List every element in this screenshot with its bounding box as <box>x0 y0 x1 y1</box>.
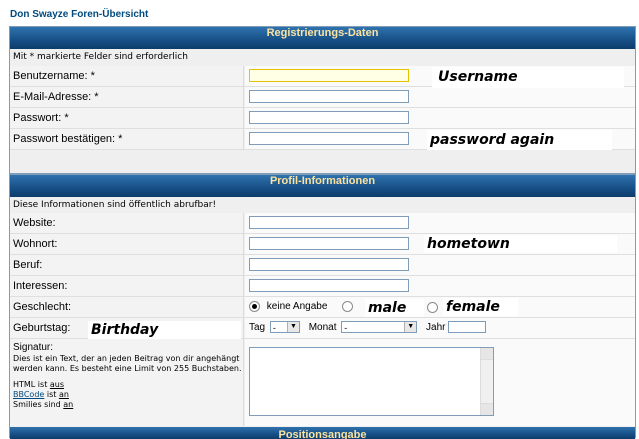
signature-label: Signatur: <box>13 342 54 353</box>
username-input[interactable] <box>249 69 409 82</box>
signature-label-cell <box>10 339 244 426</box>
interests-label: Interessen: <box>10 276 244 296</box>
email-label: E-Mail-Adresse: * <box>10 87 244 107</box>
scroll-up-arrow-icon[interactable] <box>481 348 493 360</box>
username-label: Benutzername: * <box>10 66 244 86</box>
html-status: HTML ist aus <box>13 380 65 389</box>
gender-none-label: keine Angabe <box>266 301 328 312</box>
password-label: Passwort: * <box>10 108 244 128</box>
month-label: Monat <box>308 322 337 333</box>
year-input[interactable] <box>448 321 486 333</box>
email-input[interactable] <box>249 90 409 103</box>
signature-textarea[interactable] <box>249 347 494 416</box>
occupation-row <box>10 255 635 275</box>
location-input[interactable] <box>249 237 409 250</box>
interests-input[interactable] <box>249 279 409 292</box>
scroll-down-arrow-icon[interactable] <box>481 403 493 415</box>
chevron-down-icon: ▼ <box>404 322 416 332</box>
month-select[interactable] <box>341 321 417 333</box>
password-input[interactable] <box>249 111 409 124</box>
website-row <box>10 213 635 233</box>
day-select-value: - <box>272 323 276 334</box>
bbcode-link[interactable]: BBCode <box>13 390 45 399</box>
occupation-label: Beruf: <box>10 255 244 275</box>
year-label: Jahr <box>426 322 446 333</box>
username-annotation: Username <box>432 67 624 88</box>
signature-help: Dies ist ein Text, der an jeden Beitrag von dir angehängt werden kann. Es besteht eine Limit von 255 Buchstaben. <box>13 354 242 373</box>
required-fields-note: Mit * markierte Felder sind erforderlich <box>10 49 635 67</box>
month-select-value: - <box>344 323 348 334</box>
gender-row <box>10 297 635 317</box>
website-label: Website: <box>10 213 244 233</box>
location-label: Wohnort: <box>10 234 244 254</box>
birthday-label: Geburtstag: <box>10 318 244 338</box>
chevron-down-icon: ▼ <box>287 322 299 332</box>
email-row <box>10 87 635 107</box>
gender-label: Geschlecht: <box>10 297 244 317</box>
password-confirm-input[interactable] <box>249 132 409 145</box>
website-input[interactable] <box>249 216 409 229</box>
day-label: Tag <box>249 322 266 333</box>
password-again-annotation: password again <box>427 130 612 150</box>
profile-header: Profil-Informationen <box>10 175 635 197</box>
signature-scrollbar[interactable] <box>480 348 493 415</box>
female-annotation: female <box>443 298 518 316</box>
gender-none-radio[interactable] <box>249 301 260 312</box>
occupation-input[interactable] <box>249 258 409 271</box>
male-annotation: male <box>365 299 424 317</box>
bbcode-status: BBCode ist an <box>13 390 69 399</box>
day-select[interactable] <box>270 321 300 333</box>
public-info-note: Diese Informationen sind öffentlich abrufbar! <box>10 197 635 215</box>
registration-panel <box>9 26 636 174</box>
registration-header: Registrierungs-Daten <box>10 27 635 49</box>
smilies-status: Smilies sind an <box>13 400 74 409</box>
signature-row <box>10 339 635 426</box>
forum-index-link[interactable]: Don Swayze Foren-Übersicht <box>10 9 149 20</box>
interests-row <box>10 276 635 296</box>
hometown-annotation: hometown <box>424 235 617 253</box>
next-section-header: Positionsangabe <box>10 427 635 439</box>
password-confirm-label: Passwort bestätigen: * <box>10 129 244 149</box>
password-row <box>10 108 635 128</box>
birthday-annotation: Birthday <box>88 321 241 339</box>
gender-male-radio[interactable] <box>342 301 353 312</box>
profile-panel <box>9 174 636 438</box>
gender-female-radio[interactable] <box>427 302 438 313</box>
